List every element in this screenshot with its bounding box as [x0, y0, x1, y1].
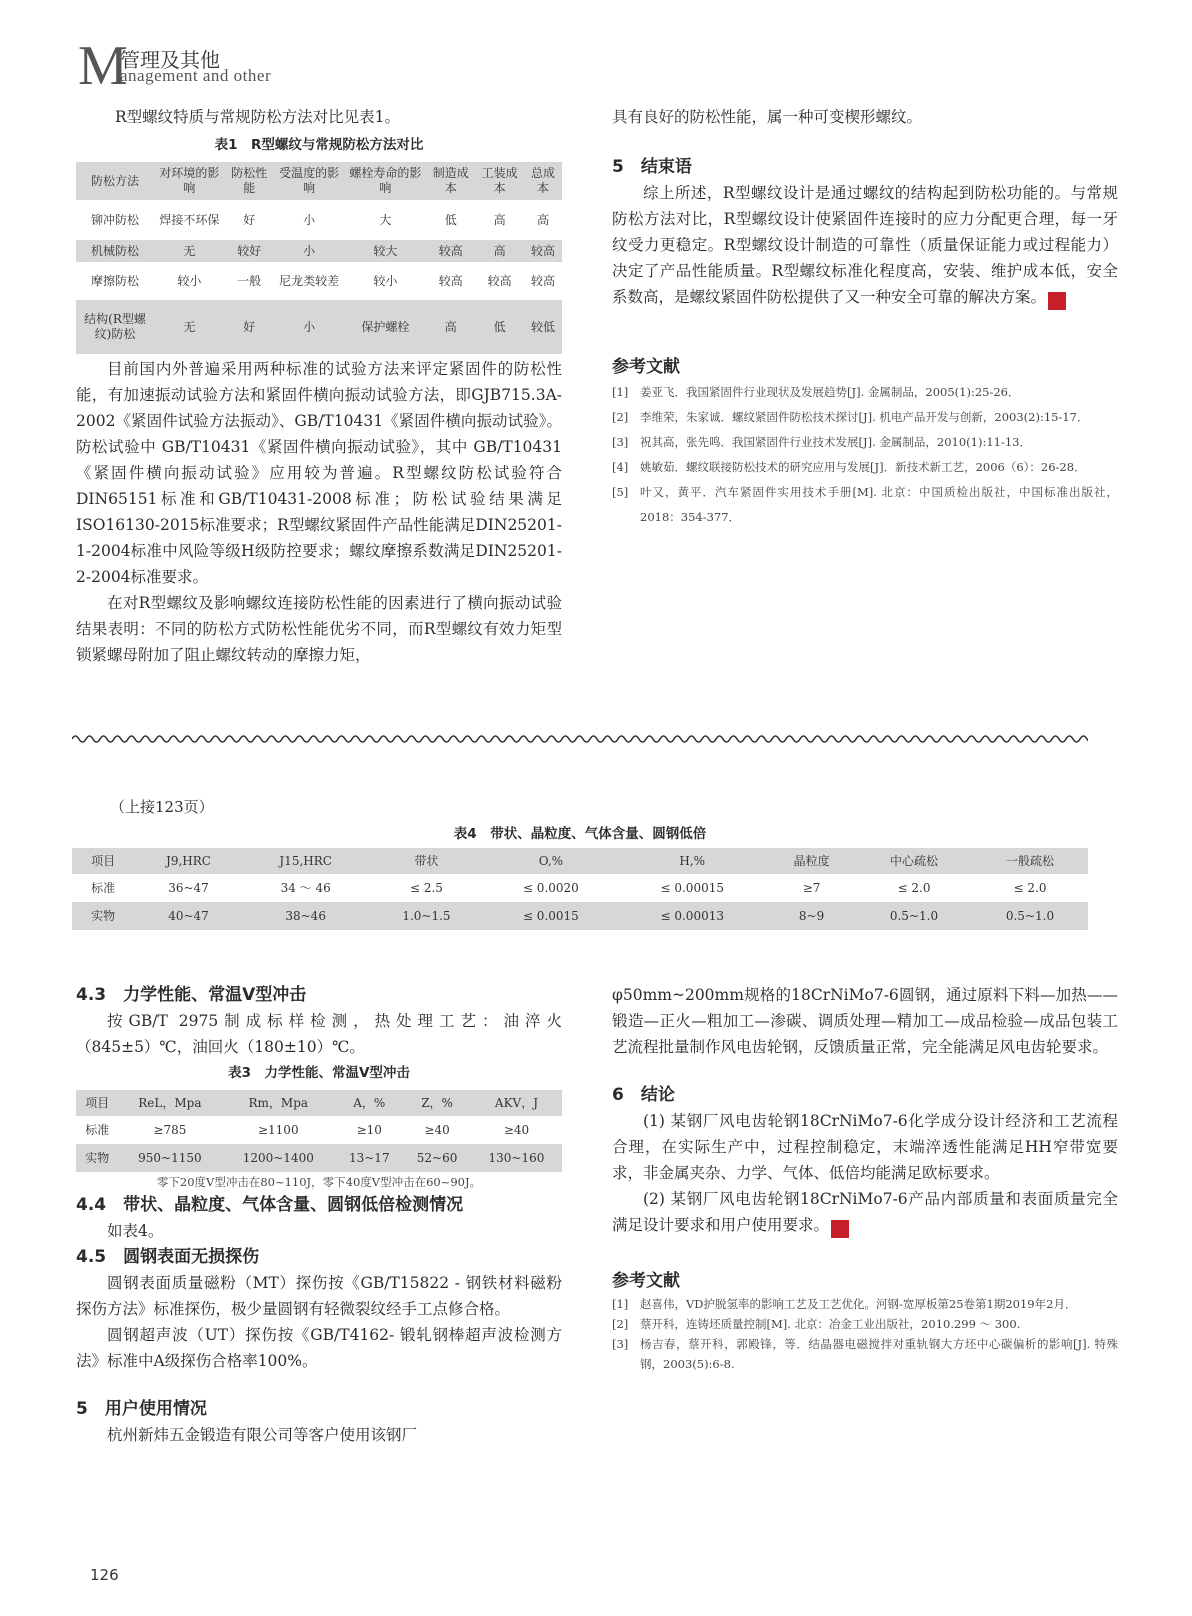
table4-header-cell: 带状 — [414, 853, 439, 868]
wave-divider — [72, 732, 1088, 746]
body-paragraph: 在对R型螺纹及影响螺纹连接防松性能的因素进行了横向振动试验结果表明：不同的防松方式防松性能优劣不同，而R型螺纹有效力矩型锁紧螺母附加了阻止螺纹转动的摩擦力矩， — [76, 594, 562, 664]
section-heading: 4.4 带状、晶粒度、气体含量、圆钢低倍检测情况 — [76, 1195, 464, 1215]
reference-number: [3] — [612, 435, 629, 449]
reference-item — [612, 455, 1118, 480]
table-cell: 小 — [303, 243, 316, 258]
table-cell: ≤ 2.5 — [409, 880, 443, 895]
table4-header-cell: J9,HRC — [166, 853, 211, 868]
reference-text: 姚敏茹．螺纹联接防松技术的研究应用与发展[J]．新技术新工艺，2006（6）：26-28． — [640, 460, 1086, 474]
table-cell: 较小 — [177, 273, 202, 288]
table-cell: 小 — [303, 319, 316, 334]
reference-text: 蔡开科，连铸坯质量控制[M]. 北京：冶金工业出版社，2010.299 ～ 300. — [640, 1317, 1021, 1331]
table4-header-row — [72, 848, 1088, 874]
table-cell: 较好 — [237, 243, 262, 258]
reference-number: [5] — [612, 485, 629, 499]
table1 — [76, 162, 562, 354]
end-mark-icon: 通 — [831, 1220, 849, 1238]
table-cell: 8~9 — [798, 908, 825, 923]
table4-header-cell: H,% — [679, 853, 706, 868]
section-title-cn: 管理及其他 — [120, 48, 220, 72]
body-paragraph: (1) 某钢厂风电齿轮钢18CrNiMo7-6化学成分设计经济和工艺流程合理，在实际生产中，过程控制稳定，末端淬透性能满足HH窄带宽要求，非金属夹杂、力学、气体、低倍均能满足欧标要求。 — [612, 1112, 1118, 1182]
table-cell: 一般 — [237, 273, 262, 288]
continued-note: （上接123页） — [110, 798, 214, 816]
table3-header-cell: ReL，Mpa — [138, 1095, 202, 1110]
table-cell: 较高 — [438, 273, 463, 288]
table-cell: 低 — [444, 212, 457, 227]
conclusion-text: 综上所述，R型螺纹设计是通过螺纹的结构起到防松功能的。与常规防松方法对比，R型螺纹设计使紧固件连接时的应力分配更合理，每一牙纹受力更稳定。R型螺纹设计制造的可靠性（质量保证能力或过程能力）决定了产品性能质量。R型螺纹标准化程度高，安装、维护成本低，安全系数高，是螺纹紧固件防松提供了又一种安全可靠的解决方案。 — [612, 184, 1118, 306]
table-cell: 较小 — [373, 273, 398, 288]
reference-item — [612, 405, 1118, 430]
table-cell: 34 ～ 46 — [280, 880, 331, 895]
body-paragraph: φ50mm~200mm规格的18CrNiMo7-6圆钢，通过原料下料—加热——锻造—正火—粗加工—渗碳、调质处理—精加工—成品检验—成品包装工艺流程批量制作风电齿轮钢，反馈质量正常，完全能满足风电齿轮要求。 — [612, 986, 1118, 1056]
table-cell: 较低 — [531, 319, 556, 334]
reference-text: 叶又，黄平．汽车紧固件实用技术手册[M]. 北京：中国质检出版社，中国标准出版社，2018：354-377． — [640, 485, 1118, 524]
references-list — [612, 380, 1118, 530]
table-row — [76, 262, 562, 300]
section-logo-letter: M — [78, 35, 128, 97]
table4-header-cell: 晶粒度 — [793, 853, 830, 868]
table-row — [76, 240, 562, 262]
table1-header-cell: 制造成本 — [432, 166, 469, 195]
table-row — [76, 200, 562, 240]
conclusion-text: (2) 某钢厂风电齿轮钢18CrNiMo7-6产品内部质量和表面质量完全满足设计要求和用户使用要求。 — [612, 1190, 1118, 1234]
reference-text: 李维荣，朱家诚．螺纹紧固件防松技术探讨[J]. 机电产品开发与创新，2003(2):15-17． — [640, 410, 1089, 424]
table-cell: 950~1150 — [138, 1150, 202, 1165]
references-title: 参考文献 — [612, 357, 680, 377]
table-cell: ≥1100 — [257, 1122, 299, 1137]
table-cell: 实物 — [91, 908, 116, 923]
left-top-column — [76, 104, 562, 668]
references-list — [612, 1294, 1118, 1374]
table-cell: 标准 — [85, 1122, 110, 1137]
table-cell: 焊接不环保 — [159, 212, 220, 227]
end-mark-icon: 通 — [1048, 292, 1066, 310]
table-cell: 0.5~1.0 — [889, 908, 939, 923]
body-paragraph: 具有良好的防松性能，属一种可变楔形螺纹。 — [612, 108, 923, 126]
table4-header-cell: J15,HRC — [279, 853, 332, 868]
reference-item — [612, 430, 1118, 455]
table-cell: 较高 — [531, 243, 556, 258]
section-heading: 4.3 力学性能、常温Ⅴ型冲击 — [76, 985, 307, 1005]
table3-header-cell: Z，% — [421, 1095, 453, 1110]
table-cell: 36~47 — [168, 880, 209, 895]
table-row — [72, 902, 1088, 930]
table-cell: ≤ 0.00015 — [660, 880, 724, 895]
reference-text: 赵喜伟，VD护脱氢率的影响工艺及工艺优化。河钢-宽厚板第25卷第1期2019年2月． — [640, 1297, 1077, 1311]
reference-number: [1] — [612, 1297, 629, 1311]
table-cell: ≥785 — [153, 1122, 187, 1137]
table-cell: ≤ 2.0 — [897, 880, 931, 895]
body-paragraph: 圆钢表面质量磁粉（MT）探伤按《GB/T15822 - 钢铁材料磁粉探伤方法》标准探伤，极少量圆钢有轻微裂纹经手工点修合格。 — [76, 1274, 562, 1318]
table3-header-cell: 项目 — [85, 1095, 110, 1110]
table4-header-cell: O,% — [538, 853, 564, 868]
section-heading: 5 用户使用情况 — [76, 1399, 207, 1419]
table-row — [76, 1144, 562, 1172]
reference-item — [612, 480, 1118, 530]
table-cell: ≥40 — [424, 1122, 450, 1137]
table4-block — [72, 822, 1088, 930]
table4-header-cell: 项目 — [91, 853, 116, 868]
right-top-column — [612, 104, 1118, 530]
reference-text: 姜亚飞．我国紧固件行业现状及发展趋势[J]. 金属制品，2005(1):25-26． — [640, 385, 1020, 399]
reference-item — [612, 1314, 1118, 1334]
reference-text: 祝其高，张先鸣．我国紧固件行业技术发展[J]. 金属制品，2010(1):11-13． — [640, 435, 1031, 449]
table3-header-cell: A，% — [353, 1095, 386, 1110]
body-paragraph: 杭州新炜五金锻造有限公司等客户使用该钢厂 — [107, 1426, 418, 1444]
reference-item — [612, 380, 1118, 405]
table-cell: 较高 — [438, 243, 463, 258]
table1-header-row — [76, 162, 562, 200]
table3 — [76, 1090, 562, 1172]
table-cell: 标准 — [91, 880, 116, 895]
table-cell: ≤ 2.0 — [1013, 880, 1047, 895]
table-cell: ≤ 0.00013 — [660, 908, 724, 923]
table-cell: 无 — [183, 319, 196, 334]
table-cell: 高 — [537, 212, 550, 227]
table-cell: ≤ 0.0020 — [522, 880, 579, 895]
body-paragraph: 目前国内外普遍采用两种标准的试验方法来评定紧固件的防松性能，有加速振动试验方法和紧固件横向振动试验方法，即GJB715.3A-2002《紧固件试验方法振动》、GB/T10431《紧固件横向振动试验》。防松试验中 GB/T10431《紧固件横向振动试验》，其中 GB/T10431《紧固件横向振动试验》应用较为普遍。R型螺纹防松试验符合DIN65151标准和GB/T10431-2008标准；防松试验结果满足ISO16130-2015标准要求；R型螺纹紧固件产品性能满足DIN25201-1-2004标准中风险等级H级防控要求；螺纹摩擦系数满足DIN25201-2-2004标准要求。 — [76, 360, 562, 586]
table-cell: 高 — [493, 243, 506, 258]
table-cell: 保护螺栓 — [361, 319, 410, 334]
table-cell: 大 — [379, 212, 392, 227]
table4-header-cell: 一般疏松 — [1005, 853, 1054, 868]
table-cell: 40~47 — [168, 908, 209, 923]
table3-note: 零下20度Ⅴ型冲击在80~110J，零下40度Ⅴ型冲击在60~90J。 — [156, 1175, 482, 1189]
table4-header-cell: 中心疏松 — [889, 853, 938, 868]
table3-header-row — [76, 1090, 562, 1116]
intro-paragraph: R型螺纹特质与常规防松方法对比见表1。 — [115, 108, 401, 126]
reference-number: [3] — [612, 1337, 629, 1351]
page-number: 126 — [90, 1566, 119, 1584]
table-cell: 0.5~1.0 — [1005, 908, 1055, 923]
table-cell: 较高 — [487, 273, 512, 288]
reference-number: [4] — [612, 460, 629, 474]
body-paragraph — [612, 180, 1118, 310]
table-cell: ≥7 — [802, 880, 821, 895]
table1-header-cell: 受温度的影响 — [279, 166, 340, 195]
table-cell: 小 — [303, 212, 316, 227]
reference-item — [612, 1294, 1118, 1314]
table1-header-cell: 总成本 — [531, 166, 556, 195]
references-title: 参考文献 — [612, 1271, 680, 1291]
body-paragraph: 按GB/T 2975制成标样检测，热处理工艺：油淬火（845±5）℃，油回火（180±10）℃。 — [76, 1012, 562, 1056]
table-cell: 好 — [243, 319, 256, 334]
table1-header-cell: 工装成本 — [481, 166, 518, 195]
section-heading: 6 结论 — [612, 1085, 675, 1105]
table-cell: 52~60 — [416, 1150, 458, 1165]
table-cell: 38~46 — [285, 908, 326, 923]
table-cell: 结构(R型螺纹)防松 — [84, 312, 146, 341]
table-row — [76, 1116, 562, 1144]
table-cell: 130~160 — [488, 1150, 545, 1165]
table-cell: 较高 — [531, 273, 556, 288]
reference-number: [1] — [612, 385, 629, 399]
table1-caption: 表1 R型螺纹与常规防松方法对比 — [214, 137, 424, 153]
table1-header-cell: 螺栓寿命的影响 — [349, 166, 422, 195]
table-cell: 1.0~1.5 — [402, 908, 451, 923]
table-cell: 较大 — [373, 243, 398, 258]
table3-header-cell: AKV，J — [494, 1095, 539, 1110]
reference-number: [2] — [612, 410, 629, 424]
table-cell: 机械防松 — [90, 243, 139, 258]
table-row — [72, 874, 1088, 902]
table3-header-cell: Rm，Mpa — [248, 1095, 309, 1110]
table-cell: ≥40 — [503, 1122, 530, 1137]
table-cell: 13~17 — [348, 1150, 390, 1165]
body-paragraph: 如表4。 — [107, 1222, 164, 1240]
table-cell: 实物 — [85, 1150, 110, 1165]
section-title-en: anagement and other — [120, 66, 272, 85]
section-heading: 5 结束语 — [612, 157, 692, 177]
table1-header-cell: 防松方法 — [90, 173, 139, 188]
table-cell: 好 — [243, 212, 256, 227]
table-cell: 无 — [183, 243, 196, 258]
table1-header-cell: 对环境的影响 — [159, 166, 220, 195]
body-paragraph — [612, 1186, 1118, 1238]
table-cell: ≥10 — [356, 1122, 382, 1137]
table-cell: 铆冲防松 — [90, 212, 139, 227]
table-cell: 高 — [493, 212, 506, 227]
table-cell: 高 — [444, 319, 457, 334]
table-cell: 摩擦防松 — [90, 273, 139, 288]
section-heading: 4.5 圆钢表面无损探伤 — [76, 1247, 260, 1267]
reference-number: [2] — [612, 1317, 629, 1331]
table-cell: 尼龙类较差 — [279, 273, 340, 288]
table1-header-cell: 防松性能 — [231, 166, 268, 195]
table-cell: 低 — [493, 319, 506, 334]
table-cell: ≤ 0.0015 — [522, 908, 579, 923]
reference-item — [612, 1334, 1118, 1374]
table4 — [72, 848, 1088, 930]
bottom-right-column — [612, 982, 1118, 1374]
body-paragraph: 圆钢超声波（UT）探伤按《GB/T4162- 锻轧钢棒超声波检测方法》标准中A级探伤合格率100%。 — [76, 1326, 562, 1370]
table-row — [76, 300, 562, 354]
bottom-left-column — [76, 982, 562, 1448]
table-cell: 1200~1400 — [242, 1150, 314, 1165]
table4-caption: 表4 带状、晶粒度、气体含量、圆钢低倍 — [453, 826, 707, 842]
table3-caption: 表3 力学性能、常温Ⅴ型冲击 — [228, 1065, 410, 1081]
reference-text: 杨吉春，蔡开科，郭殿锋，等．结晶器电磁搅拌对重轨钢大方坯中心碳偏析的影响[J]. 特殊钢，2003(5):6-8. — [640, 1337, 1118, 1371]
